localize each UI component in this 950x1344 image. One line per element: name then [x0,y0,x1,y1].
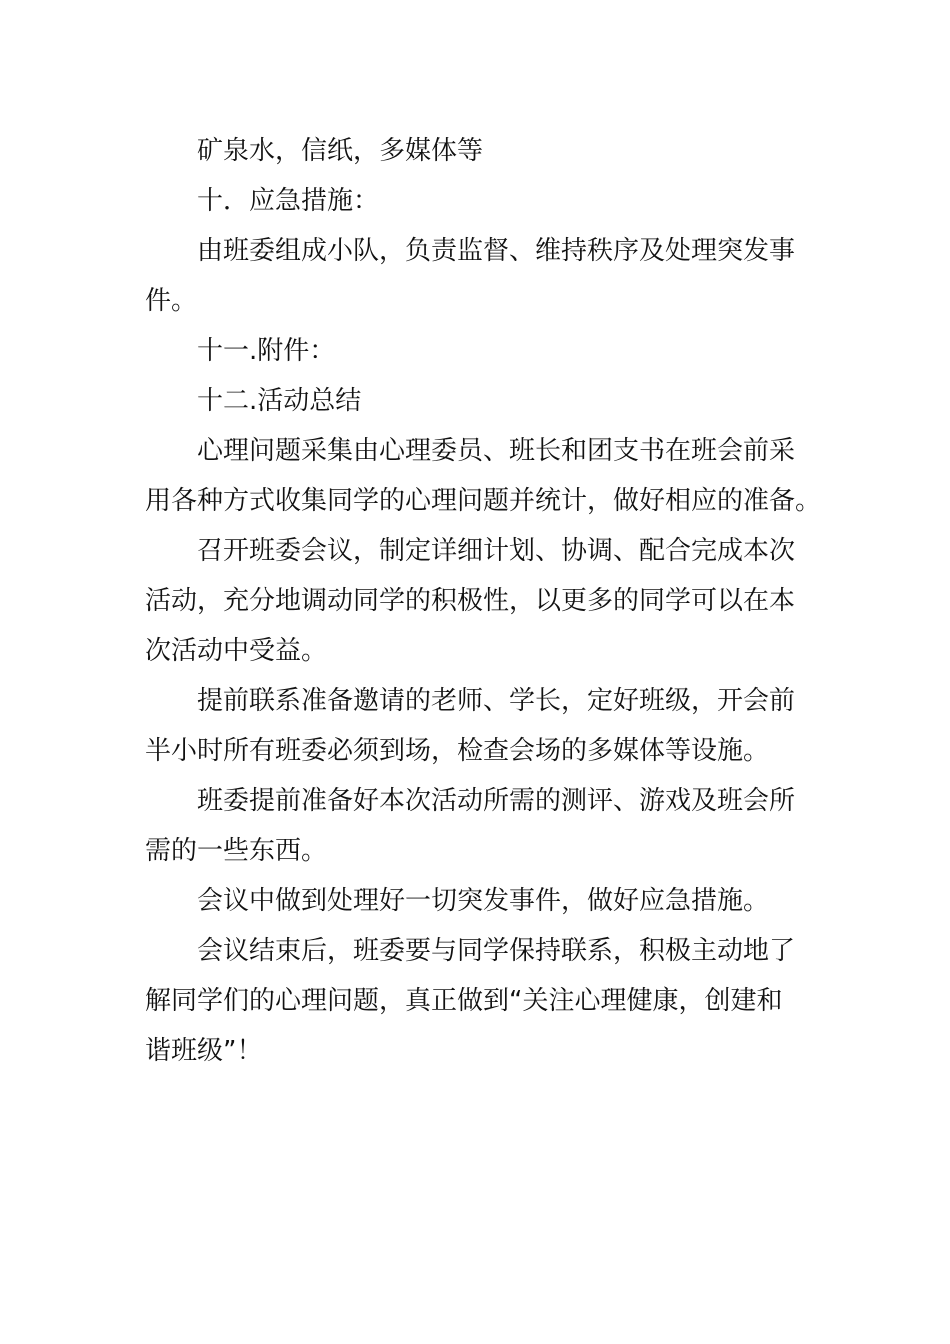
paragraph-line: 解同学们的心理问题，真正做到“关注心理健康，创建和 [145,986,783,1016]
paragraph-prepare-materials [145,776,807,876]
paragraph-line: 十．应急措施： [197,186,380,216]
paragraph-line: 会议中做到处理好一切突发事件，做好应急措施。 [197,886,770,916]
paragraph-line: 班委提前准备好本次活动所需的测评、游戏及班会所 [197,786,796,816]
paragraph-line: 用各种方式收集同学的心理问题并统计，做好相应的准备。 [145,486,822,516]
document-body [145,126,822,1076]
heading-attachments [145,326,807,376]
paragraph-psychological-survey [145,426,822,526]
paragraph-line: 谐班级”！ [145,1036,263,1066]
paragraph-line: 十一.附件： [197,336,336,366]
paragraph-follow-up [145,926,807,1076]
paragraph-invite-teachers [145,676,807,776]
paragraph-line: 召开班委会议，制定详细计划、协调、配合完成本次 [197,536,796,566]
heading-activity-summary [145,376,807,426]
paragraph-supplies [145,126,807,176]
paragraph-line: 次活动中受益。 [145,636,328,666]
paragraph-line: 提前联系准备邀请的老师、学长，定好班级，开会前 [197,686,796,716]
paragraph-line: 十二.活动总结 [197,386,362,416]
heading-emergency-measures [145,176,807,226]
paragraph-emergency-team [145,226,807,326]
paragraph-line: 需的一些东西。 [145,836,328,866]
paragraph-committee-meeting [145,526,807,676]
paragraph-line: 半小时所有班委必须到场，检查会场的多媒体等设施。 [145,736,770,766]
paragraph-line: 由班委组成小队，负责监督、维持秩序及处理突发事 [197,236,796,266]
paragraph-line: 心理问题采集由心理委员、班长和团支书在班会前采 [197,436,796,466]
paragraph-line: 会议结束后，班委要与同学保持联系，积极主动地了 [197,936,796,966]
paragraph-line: 矿泉水，信纸，多媒体等 [197,136,484,166]
paragraph-line: 件。 [145,286,198,316]
paragraph-line: 活动，充分地调动同学的积极性，以更多的同学可以在本 [145,586,796,616]
paragraph-handle-emergencies [145,876,807,926]
